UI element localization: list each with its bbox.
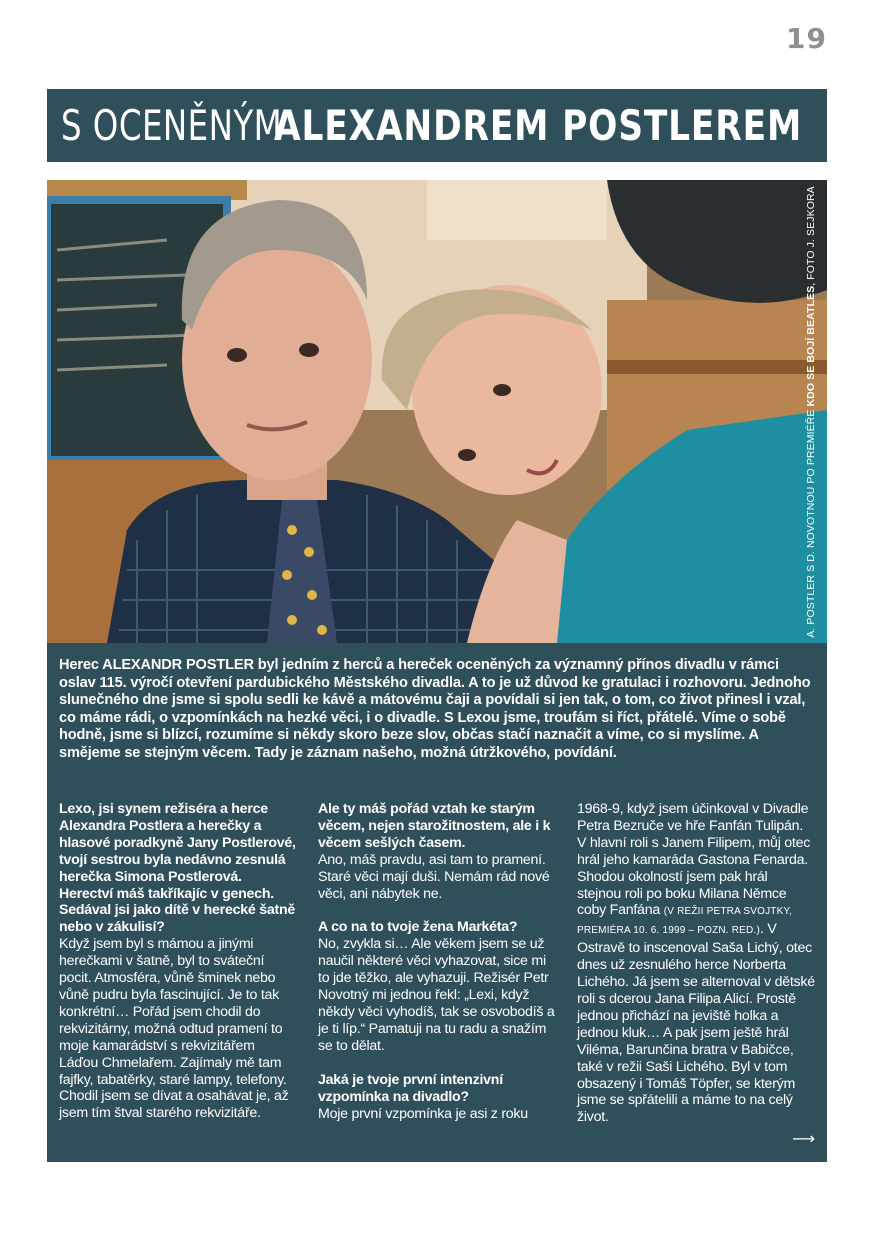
question-2: Ale ty máš pořád vztah ke starým věcem, nejen starožitnostem, ale i k věcem sešlých časem. — [318, 801, 551, 851]
question-3: A co na to tvoje žena Markéta? — [318, 919, 518, 936]
page-number: 19 — [786, 22, 827, 55]
photo-credit-bold: KDO SE BOJÍ BEATLES — [805, 285, 818, 407]
answer-2: Ano, máš pravdu, asi tam to pramení. Staré věci mají duši. Nemám rád nové věci, ani nábytek ne. — [318, 851, 550, 902]
question-4: Jaká je tvoje první intenzivní vzpomínka na divadlo? — [318, 1071, 503, 1105]
title-light: S OCENĚNÝM — [61, 101, 283, 150]
article-columns — [59, 801, 815, 1158]
answer-4-part-2: . V Ostravě to inscenoval Saša Lichý, otec dnes už zesnulého herce Norberta Lichého. Já jsem se alternoval v dětské roli s dcerou Jana Filipa Alicí. Prostě jednou přichází na jeviště holka a jednou kluk… A pak jsem ještě hrál Viléma, Barunčina bratra v Babičce, také v režii Saši Lichého. Byl v tom obsazený i Tomáš Töpfer, se kterým jsme se spřátelili a máme to na celý život. — [577, 921, 815, 1126]
title-bold: ALEXANDREM POSTLEREM — [274, 101, 803, 150]
photo-credit-suffix: , FOTO J. SEJKORA — [805, 185, 818, 286]
editor-note: (V REŽII PETRA SVOJTKY, PREMIÉRA 10. 6. 1999 – POZN. RED.) — [577, 906, 793, 937]
answer-4: Moje první vzpomínka je asi z roku — [318, 1105, 528, 1122]
photo-credit — [801, 180, 821, 643]
continue-arrow-icon: ⟶ — [792, 1129, 815, 1148]
column-3 — [577, 801, 815, 1158]
answer-1: Když jsem byl s mámou a jinými herečkami v šatně, byl to sváteční pocit. Atmosféra, vůně šminek nebo vůně pudru byla fascinující. Je to tak konkrétní… Pořád jsem chodil do rekvizitárny, možná odtud pramení to moje kamarádství s rekvizitářem Láďou Chmelařem. Zajímaly mě tam fajfky, tabatěrky, staré lampy, telefony. Chodil jsem se dívat a osahávat je, až jsem tím štval starého rekvizitáře. — [59, 936, 289, 1122]
column-1 — [59, 801, 297, 1158]
photo-credit-prefix: A. POSTLER S D. NOVOTNOU PO PREMIÉŘE — [805, 406, 818, 638]
article-photo — [47, 180, 827, 643]
answer-4-part-1: 1968-9, když jsem účinkoval v Divadle Petra Bezruče ve hře Fanfán Tulipán. V hlavní roli s Janem Filipem, můj otec hrál jeho kamaráda Gastona Fenarda. Shodou okolností jsem pak hrál stejnou roli po boku Milana Němce coby Fanfána — [577, 801, 811, 919]
column-2 — [318, 801, 556, 1158]
article-intro: Herec ALEXANDR POSTLER byl jedním z herců a hereček oceněných za významný přínos divadlu v rámci oslav 115. výročí otevření pardubického Městského divadla. A to je už důvod ke gratulaci i rozhovoru. Jednoho slunečného dne jsme si spolu sedli ke kávě a mátovému čaji a povídali si jen tak, o tom, co život přinesl i vzal, co máme rádi, o vzpomínkách na hezké věci, i o divadle. S Lexou jsme, troufám si říct, přátelé. Víme o sobě hodně, jsme si blízcí, rozumíme si někdy skoro beze slov, občas stačí naznačit a víme, co si myslíme. A smějeme se stejným věcem. Tady je záznam našeho, možná útržkového, povídání. — [59, 657, 811, 761]
answer-3: No, zvykla si… Ale věkem jsem se už naučil některé věci vyhazovat, sice mi to jde těžko, ale vyhazuji. Režisér Petr Novotný mi jednou řekl: „Lexi, když někdy věci vyhodíš, tak se osvobodíš a je ti líp.“ Pamatuji na tu radu a snažím se to dělat. — [318, 936, 555, 1054]
article-title — [47, 89, 827, 162]
answer-4-continued — [577, 801, 815, 1126]
photo-illustration — [47, 180, 827, 643]
question-1: Lexo, jsi synem režiséra a herce Alexandra Postlera a herečky a hlasové poradkyně Jany Postlerové, tvojí sestrou byla nedávno zesnulá herečka Simona Postlerová. Herectví máš takříkajíc v genech. Sedával jsi jako dítě v herecké šatně nebo v zákulisí? — [59, 801, 296, 936]
article-panel — [47, 643, 827, 1162]
